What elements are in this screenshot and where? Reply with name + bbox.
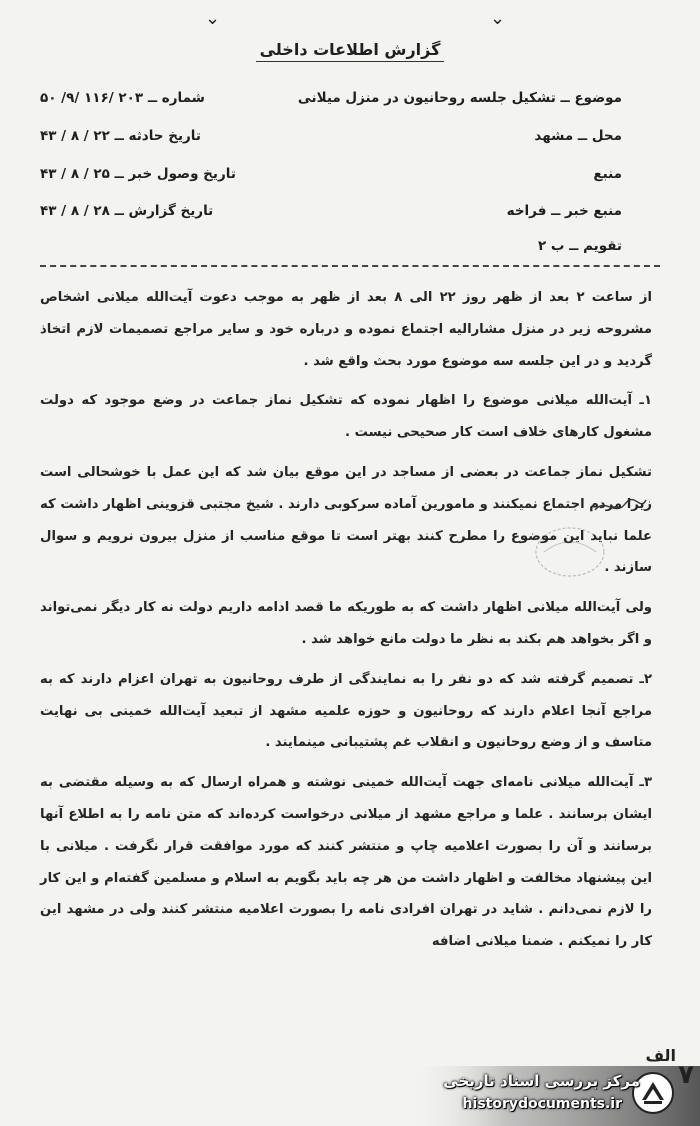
body-paragraph: از ساعت ۲ بعد از ظهر روز ۲۲ الی ۸ بعد از ظهر به موجب دعوت آیت‌الله میلانی اشخاص مشروحه زیر در منزل مشارالیه اجتماع نموده و درباره خود و سایر مراجع تصمیمات لازم اتخاذ گردید و در این جلسه سه موضوع مورد بحث واقع شد . xyxy=(40,290,653,369)
header-forwarder: منبع خبر ــ فراخه xyxy=(506,203,622,219)
header-evaluation: تقویم ــ ب ۲ xyxy=(537,238,622,254)
body-paragraph: ۳ـ آیت‌الله میلانی نامه‌ای جهت آیت‌الله خمینی نوشته و همراه ارسال که به وسیله مقتضی به ایشان برسانند . علما و مراجع مشهد از میلانی درخواست کرده‌اند که متن نامه را به اطلاع آنها برسانند و آن را بصورت اعلامیه چاپ و منتشر کنند که مورد موافقت قرار نگرفت . میلانی با این پیشنهاد مخالفت و اظهار داشت من هر چه باید بگویم به اسلام و مسلمین گفته‌ام و این کار را لازم نمی‌دانم . شاید در تهران افرادی نامه را بصورت اعلامیه منتشر کنند ولی در مشهد این کار را نمیکنم . ضمنا میلانی اضافه xyxy=(40,775,652,950)
header-source: منبع xyxy=(593,166,622,182)
header-subject: موضوع ــ تشکیل جلسه روحانیون در منزل میلانی xyxy=(297,90,622,106)
corner-note: الف xyxy=(645,1046,676,1065)
header-incident-date: تاریخ حادثه ــ ۲۲ / ۸ / ۴۳ xyxy=(40,128,201,144)
body-paragraph: تشکیل نماز جماعت در بعضی از مساجد در این موقع بیان شد که این عمل با خوشحالی است زیرا مردم اجتماع نمیکنند و مامورین آماده سرکوبی دارند . شیخ مجتبی قزوینی اظهار داشت که علما نباید این موضوع را مطرح کنند بهتر است تا موقع مناسب از منزل بیرون نرویم و سوال سازند . xyxy=(40,464,652,576)
document-title: گزارش اطلاعات داخلی xyxy=(0,40,700,59)
body-paragraph: ولی آیت‌الله میلانی اظهار داشت که به طوریکه ما قصد ادامه داریم دولت نه کار دیگر نمی‌تواند و اگر بخواهد هم بکند به نظر ما دولت مانع خواهد شد . xyxy=(40,600,652,647)
body-paragraph: ۲ـ تصمیم گرفته شد که دو نفر را به نمایندگی از طرف روحانیون به تهران اعزام دارند که به مراجع آنجا اعلام دارند که روحانیون و حوزه علمیه مشهد از تبعید آیت‌الله خمینی بی نهایت متاسف و از وضع روحانیون و انقلاب غم پشتیبانی مینمایند . xyxy=(40,671,652,751)
header-receipt-date: تاریخ وصول خبر ــ ۲۵ / ۸ / ۴۳ xyxy=(40,166,236,182)
header-report-date: تاریخ گزارش ــ ۲۸ / ۸ / ۴۳ xyxy=(40,203,214,219)
tick-mark-left: ⌄ xyxy=(205,8,221,29)
body-paragraph: ۱ـ آیت‌الله میلانی موضوع را اظهار نموده که تشکیل نماز جماعت در وضع موجود که دولت مشغول کارهای خلاف است کار صحیحی نیست . xyxy=(40,393,652,441)
watermark-url: historydocuments.ir xyxy=(462,1096,622,1112)
document-body xyxy=(40,282,652,966)
header-number: شماره ــ ۲۰۳ /۱۱۶ /۹/ ۵۰ xyxy=(40,90,205,106)
page-number: ۷ xyxy=(678,1060,694,1090)
header-divider xyxy=(40,265,660,267)
header-place: محل ــ مشهد xyxy=(534,128,622,144)
tick-mark-right: ⌄ xyxy=(490,8,506,29)
handwritten-mark xyxy=(590,492,650,522)
faint-stamp xyxy=(530,522,610,582)
watermark-text: مرکز بررسی اسناد تاریخی xyxy=(443,1072,640,1090)
